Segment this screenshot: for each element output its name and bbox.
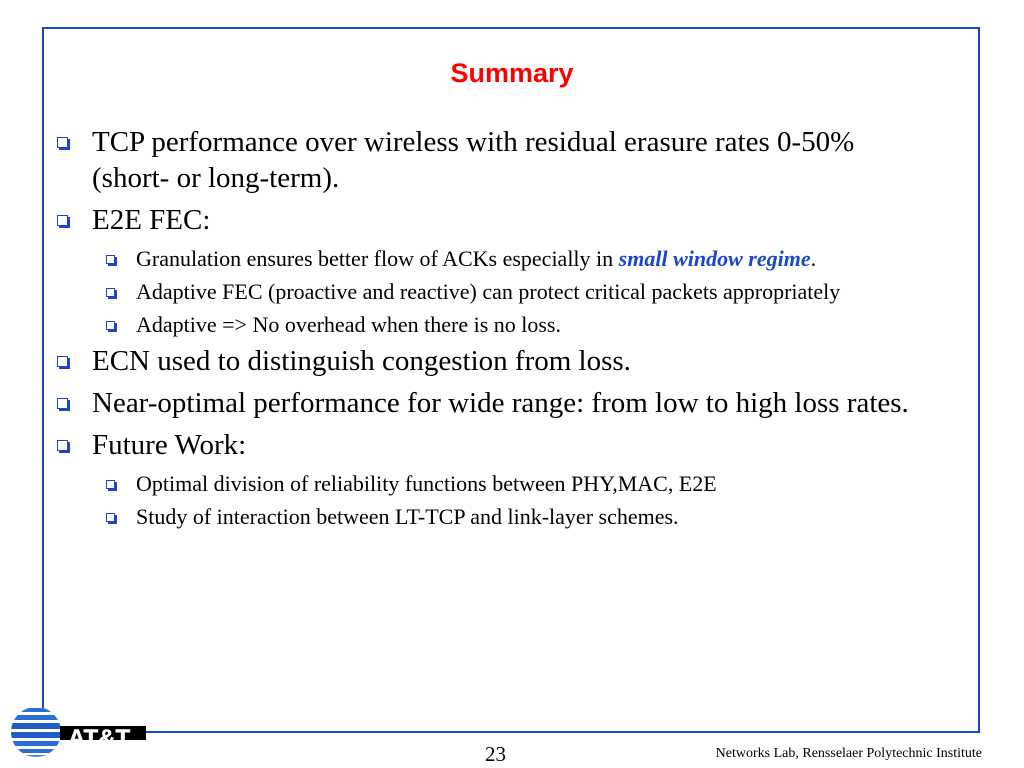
sublist-container bbox=[55, 469, 935, 531]
sub-bullet-item bbox=[55, 244, 935, 273]
sub-bullet-text: Optimal division of reliability functions between PHY,MAC, E2E bbox=[136, 471, 717, 496]
square-bullet-icon bbox=[106, 480, 115, 489]
bullet-list bbox=[55, 124, 935, 531]
slide-content bbox=[55, 124, 935, 535]
emphasis-text: small window regime bbox=[618, 246, 811, 271]
square-bullet-icon bbox=[106, 288, 115, 297]
sub-bullet-text-prefix: Granulation ensures better flow of ACKs especially in bbox=[136, 246, 619, 271]
sub-bullet-item bbox=[55, 469, 935, 498]
sub-bullet-list bbox=[55, 244, 935, 339]
sub-bullet-item bbox=[55, 310, 935, 339]
square-bullet-icon bbox=[57, 137, 68, 148]
bullet-text: ECN used to distinguish congestion from loss. bbox=[92, 345, 631, 377]
slide-title: Summary bbox=[450, 58, 574, 88]
square-bullet-icon bbox=[106, 513, 115, 522]
globe-icon bbox=[8, 700, 68, 760]
att-logo-icon bbox=[8, 700, 148, 760]
sub-bullet-text-suffix: . bbox=[810, 246, 817, 271]
bullet-item bbox=[55, 202, 935, 238]
sub-bullet-text: Adaptive FEC (proactive and reactive) can protect critical packets appropriately bbox=[136, 279, 841, 304]
bullet-text: E2E FEC: bbox=[92, 204, 211, 236]
sub-bullet-text: Adaptive => No overhead when there is no loss. bbox=[136, 312, 561, 337]
sub-bullet-text: Study of interaction between LT-TCP and link-layer schemes. bbox=[136, 504, 679, 529]
sub-bullet-item bbox=[55, 502, 935, 531]
sub-bullet-list bbox=[55, 469, 935, 531]
page-number: 23 bbox=[485, 742, 506, 766]
bullet-item bbox=[55, 124, 935, 196]
square-bullet-icon bbox=[57, 356, 68, 367]
bullet-item bbox=[55, 343, 935, 379]
bullet-text: Future Work: bbox=[92, 429, 247, 461]
sublist-container bbox=[55, 244, 935, 339]
square-bullet-icon bbox=[106, 255, 115, 264]
square-bullet-icon bbox=[106, 321, 115, 330]
square-bullet-icon bbox=[57, 440, 68, 451]
logo-text: AT&T bbox=[68, 725, 131, 752]
square-bullet-icon bbox=[57, 398, 68, 409]
square-bullet-icon bbox=[57, 215, 68, 226]
sub-bullet-item bbox=[55, 277, 935, 306]
bullet-item bbox=[55, 427, 935, 463]
bullet-item bbox=[55, 385, 935, 421]
bullet-text: Near-optimal performance for wide range: from low to high loss rates. bbox=[92, 387, 909, 419]
footer-affiliation: Networks Lab, Rensselaer Polytechnic Institute bbox=[715, 746, 982, 761]
bullet-text: TCP performance over wireless with residual erasure rates 0-50% (short- or long-term). bbox=[92, 126, 855, 194]
